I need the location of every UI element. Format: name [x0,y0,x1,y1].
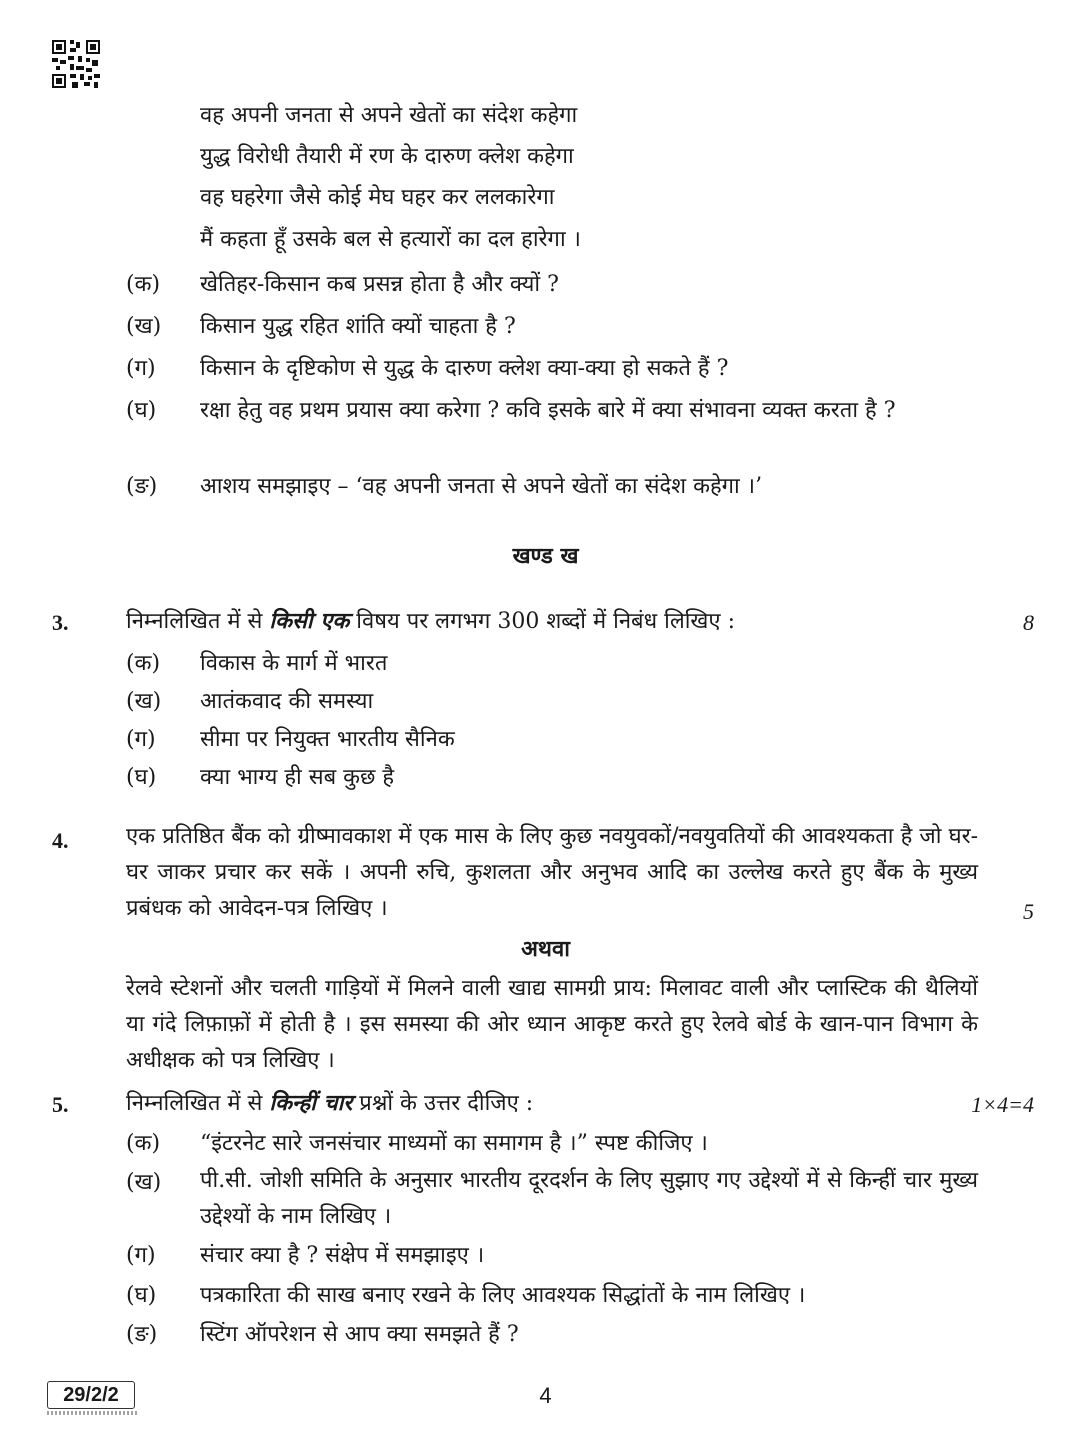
option-label: (ग) [126,356,156,381]
section-heading: खण्ड ख [512,543,579,569]
page-number: 4 [539,1383,552,1408]
question-emphasis: किसी एक [269,608,350,634]
option-label: (ख) [126,314,162,339]
marks: 8 [1023,610,1034,635]
question-text: एक प्रतिष्ठित बैंक को ग्रीष्मावकाश में एक मास के लिए कुछ नवयुवकों/नवयुवतियों की आवश्यकता है जो घर-घर जाकर प्रचार कर सकें । अपनी रुचि, कुशलता और अनुभव आदि का उल्लेख करते हुए बैंक के मुख्य प्रबंधक को आवेदन-पत्र लिखिए । [126,824,978,921]
option-label: (ख) [126,689,162,714]
option-text: संचार क्या है ? संक्षेप में समझाइए । [200,1243,485,1268]
question-prefix: निम्नलिखित में से [126,1091,263,1116]
option-text: आतंकवाद की समस्या [200,689,374,714]
option-text: पी.सी. जोशी समिति के अनुसार भारतीय दूरदर्शन के लिए सुझाए गए उद्देश्यों में से किन्हीं चार मुख्य उद्देश्यों के नाम लिखिए । [200,1168,978,1229]
question-emphasis: किन्हीं चार [269,1090,353,1116]
question-number: 5. [52,1092,69,1117]
option-text: क्या भाग्य ही सब कुछ है [200,765,395,790]
option-label: (ख) [126,1170,162,1195]
marks: 1×4=4 [971,1092,1034,1117]
option-label: (घ) [126,765,157,790]
question-prefix: निम्नलिखित में से [126,609,263,634]
question-text [126,606,735,637]
option-label: (क) [126,272,161,297]
option-label: (घ) [126,398,157,423]
option-label: (घ) [126,1283,157,1308]
alternative-question: रेलवे स्टेशनों और चलती गाड़ियों में मिलने वाली खाद्य सामग्री प्राय: मिलावट वाली और प्लास्टिक की थैलियों या गंदे लिफ़ाफ़ों में होती है । इस समस्या की ओर ध्यान आकृष्ट करते हुए रेलवे बोर्ड के खान-पान विभाग के अधीक्षक को पत्र लिखिए । [126,976,978,1073]
marks: 5 [1023,899,1034,924]
paper-code: 29/2/2 [47,1381,135,1409]
option-text: “इंटरनेट सारे जनसंचार माध्यमों का समागम है ।” स्पष्ट कीजिए । [200,1131,708,1156]
option-label: (क) [126,651,161,676]
qr-code [52,40,100,88]
or-label: अथवा [521,936,570,962]
option-text: सीमा पर नियुक्त भारतीय सैनिक [200,727,455,752]
option-label: (ग) [126,1243,156,1268]
option-text: पत्रकारिता की साख बनाए रखने के लिए आवश्यक सिद्धांतों के नाम लिखिए । [200,1283,806,1308]
sub-question: आशय समझाइए – ‘वह अपनी जनता से अपने खेतों का संदेश कहेगा ।’ [200,474,763,499]
poem-line: वह अपनी जनता से अपने खेतों का संदेश कहेगा [200,103,578,128]
option-label: (ङ) [126,474,158,499]
sub-question: खेतिहर-किसान कब प्रसन्न होता है और क्यों ? [200,272,559,297]
question-number: 3. [52,610,69,635]
option-text: विकास के मार्ग में भारत [200,651,388,676]
question-text [126,1088,533,1119]
option-label: (ग) [126,727,156,752]
option-label: (क) [126,1131,161,1156]
question-suffix: प्रश्नों के उत्तर दीजिए : [359,1091,534,1116]
sub-question: रक्षा हेतु वह प्रथम प्रयास क्या करेगा ? कवि इसके बारे में क्या संभावना व्यक्त करता है ? [200,398,896,423]
option-text: स्टिंग ऑपरेशन से आप क्या समझते हैं ? [200,1322,519,1347]
option-label: (ङ) [126,1322,158,1347]
poem-line: युद्ध विरोधी तैयारी में रण के दारुण क्लेश कहेगा [200,144,574,169]
poem-line: मैं कहता हूँ उसके बल से हत्यारों का दल हारेगा । [200,227,581,252]
barcode-strip [47,1411,137,1415]
question-suffix: विषय पर लगभग 300 शब्दों में निबंध लिखिए : [356,609,735,634]
poem-line: वह घहरेगा जैसे कोई मेघ घहर कर ललकारेगा [200,185,555,210]
question-number: 4. [52,828,69,853]
sub-question: किसान युद्ध रहित शांति क्यों चाहता है ? [200,314,516,339]
sub-question: किसान के दृष्टिकोण से युद्ध के दारुण क्लेश क्या-क्या हो सकते हैं ? [200,356,729,381]
